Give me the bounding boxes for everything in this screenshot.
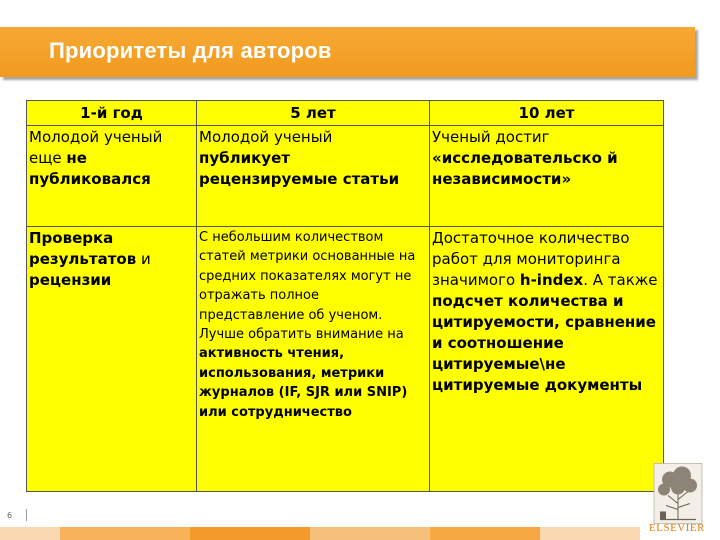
table-row	[27, 126, 664, 227]
cell-text: С небольшим количеством статей метрики основанные на средних показателях могут не отражать полное представление об ученом. Лучше обратить внимание на	[199, 230, 416, 343]
elsevier-logo-text: ELSEVIER	[649, 522, 705, 534]
cell-bold-text: рецензии	[29, 271, 112, 289]
cell-1-year-priority	[27, 227, 197, 492]
title-bar	[0, 27, 695, 77]
cell-bold-text: не публиковался	[29, 149, 151, 188]
strip-segment	[540, 527, 640, 540]
cell-text: . А также	[583, 271, 658, 289]
cell-text: и	[136, 250, 151, 268]
priorities-table	[26, 100, 664, 492]
cell-10-years-status	[430, 126, 664, 227]
strip-segment	[0, 527, 60, 540]
header-10-years: 10 лет	[430, 101, 664, 126]
cell-bold-text: активность чтения, использования, метрики журналов (IF, SJR или SNIP) или сотрудничество	[199, 346, 408, 420]
cell-bold-text: подсчет количества и цитируемости, сравнение и соотношение цитируемые\не цитируемые документы	[432, 292, 656, 394]
strip-segment	[430, 527, 540, 540]
cell-bold-text: «исследовательско й независимости»	[432, 149, 618, 188]
cell-bold-text: публикует рецензируемые статьи	[199, 149, 400, 188]
bottom-color-strip	[0, 527, 680, 540]
cell-text: Молодой ученый еще	[29, 128, 163, 167]
cell-10-years-priority	[430, 227, 664, 492]
strip-segment	[60, 527, 190, 540]
strip-segment	[190, 527, 310, 540]
header-5-years: 5 лет	[197, 101, 430, 126]
strip-segment	[310, 527, 430, 540]
cell-5-years-priority	[197, 227, 430, 492]
page-number: 6	[7, 511, 13, 520]
table-row	[27, 227, 664, 492]
cell-bold-text: Проверка результатов	[29, 229, 137, 268]
footer-divider	[26, 509, 27, 521]
cell-text: Достаточное количество работ для мониторинга значимого	[432, 229, 630, 289]
cell-5-years-status	[197, 126, 430, 227]
header-1-year: 1-й год	[27, 101, 197, 126]
cell-bold-text: h-index	[519, 271, 584, 289]
table-header-row	[27, 101, 664, 126]
cell-text: Ученый достиг	[432, 128, 550, 146]
cell-1-year-status	[27, 126, 197, 227]
cell-text: Молодой ученый	[199, 128, 333, 146]
slide-title: Приоритеты для авторов	[49, 38, 332, 63]
